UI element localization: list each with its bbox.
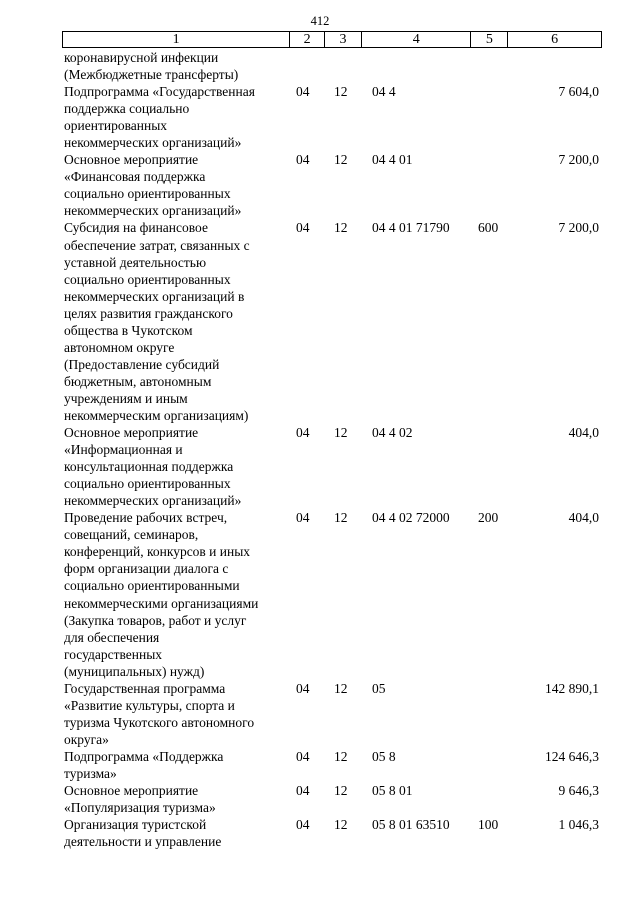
row-target-article: 04 4 01 71790 [372,220,450,236]
row-name: Подпрограмма «Поддержка туризма» [64,748,224,781]
table-row [62,83,602,151]
header-cell: 6 [551,32,559,47]
row-section: 04 [296,817,310,833]
row-target-article: 05 8 [372,748,396,764]
row-subsection: 12 [334,783,348,799]
row-amount: 7 200,0 [558,152,599,168]
row-subsection: 12 [334,220,348,236]
row-expense-type [472,49,509,83]
row-section: 04 [296,84,310,100]
table-row [62,680,602,748]
row-name: Подпрограмма «Государственная поддержка социально ориентированных некоммерческих организаций» [64,84,255,151]
table-row [62,424,602,509]
row-subsection: 12 [334,748,348,764]
row-subsection: 12 [334,680,348,696]
row-section: 04 [296,510,310,526]
row-section: 04 [296,783,310,799]
row-name: Основное мероприятие «Популяризация туризма» [64,783,216,816]
page-number: 412 [310,14,330,28]
header-cell: 2 [290,32,325,47]
row-section: 04 [296,152,310,168]
row-amount: 7 604,0 [558,84,599,100]
table-row [62,748,602,782]
row-target-article: 04 4 01 [372,152,413,168]
row-name: Государственная программа «Развитие культуры, спорта и туризма Чукотского автономного округа» [64,680,255,747]
table-row [62,49,602,83]
row-section [290,49,325,83]
row-target-article: 04 4 02 72000 [372,510,450,526]
row-expense-type [472,748,509,782]
row-section: 04 [296,748,310,764]
row-expense-type [472,424,509,509]
row-expense-type [472,83,509,151]
row-subsection: 12 [334,152,348,168]
row-name: Субсидия на финансовое обеспечение затрат, связанных с уставной деятельностью социально ориентированных некоммерческих организаций в целях развития гражданского общества в Чукотском автономном округе (Предоставление субсидий бюджетным, автономным учреждениям и иным некоммерческим организациям) [64,220,250,423]
table-row [62,816,602,850]
row-target-article: 05 8 01 63510 [372,817,450,833]
row-expense-type [472,151,509,219]
row-subsection: 12 [334,817,348,833]
row-target-article: 04 4 02 [372,425,413,441]
table-row [62,782,602,816]
row-name: Основное мероприятие «Информационная и консультационная поддержка социально ориентированных некоммерческих организаций» [64,425,242,509]
row-name: Проведение рабочих встреч, совещаний, семинаров, конференций, конкурсов и иных форм организации диалога с социально ориентированными некоммерческими организациями (Закупка товаров, работ и услуг для обеспечения государственных (муниципальных) нужд) [64,510,259,679]
row-name: коронавирусной инфекции (Межбюджетные трансферты) [64,50,239,83]
row-section: 04 [296,220,310,236]
row-target-article: 05 [372,680,386,696]
row-name: Организация туристской деятельности и управление [64,817,222,850]
row-subsection: 12 [334,425,348,441]
row-amount: 1 046,3 [558,817,599,833]
row-amount: 404,0 [568,425,599,441]
row-amount [509,49,602,83]
row-target-article: 05 8 01 [372,783,413,799]
row-amount: 142 890,1 [545,680,599,696]
header-cell: 4 [362,32,472,47]
header-cell: 1 [63,32,290,47]
table-row [62,151,602,219]
row-amount: 124 646,3 [545,748,599,764]
row-subsection: 12 [334,84,348,100]
row-section: 04 [296,425,310,441]
row-target-article: 04 4 [372,84,396,100]
row-amount: 7 200,0 [558,220,599,236]
row-expense-type [472,680,509,748]
row-expense-type: 100 [478,817,499,833]
header-cell: 5 [471,32,508,47]
table-body [62,49,602,850]
row-expense-type: 200 [478,510,499,526]
row-expense-type [472,782,509,816]
row-subsection: 12 [334,510,348,526]
row-section: 04 [296,680,310,696]
row-expense-type: 600 [478,220,499,236]
row-amount: 404,0 [568,510,599,526]
row-target-article [362,49,472,83]
table-row [62,219,602,424]
header-cell: 3 [325,32,362,47]
table-row [62,509,602,679]
row-amount: 9 646,3 [558,783,599,799]
row-subsection [325,49,362,83]
table-header [62,31,602,48]
row-name: Основное мероприятие «Финансовая поддержка социально ориентированных некоммерческих организаций» [64,152,242,219]
